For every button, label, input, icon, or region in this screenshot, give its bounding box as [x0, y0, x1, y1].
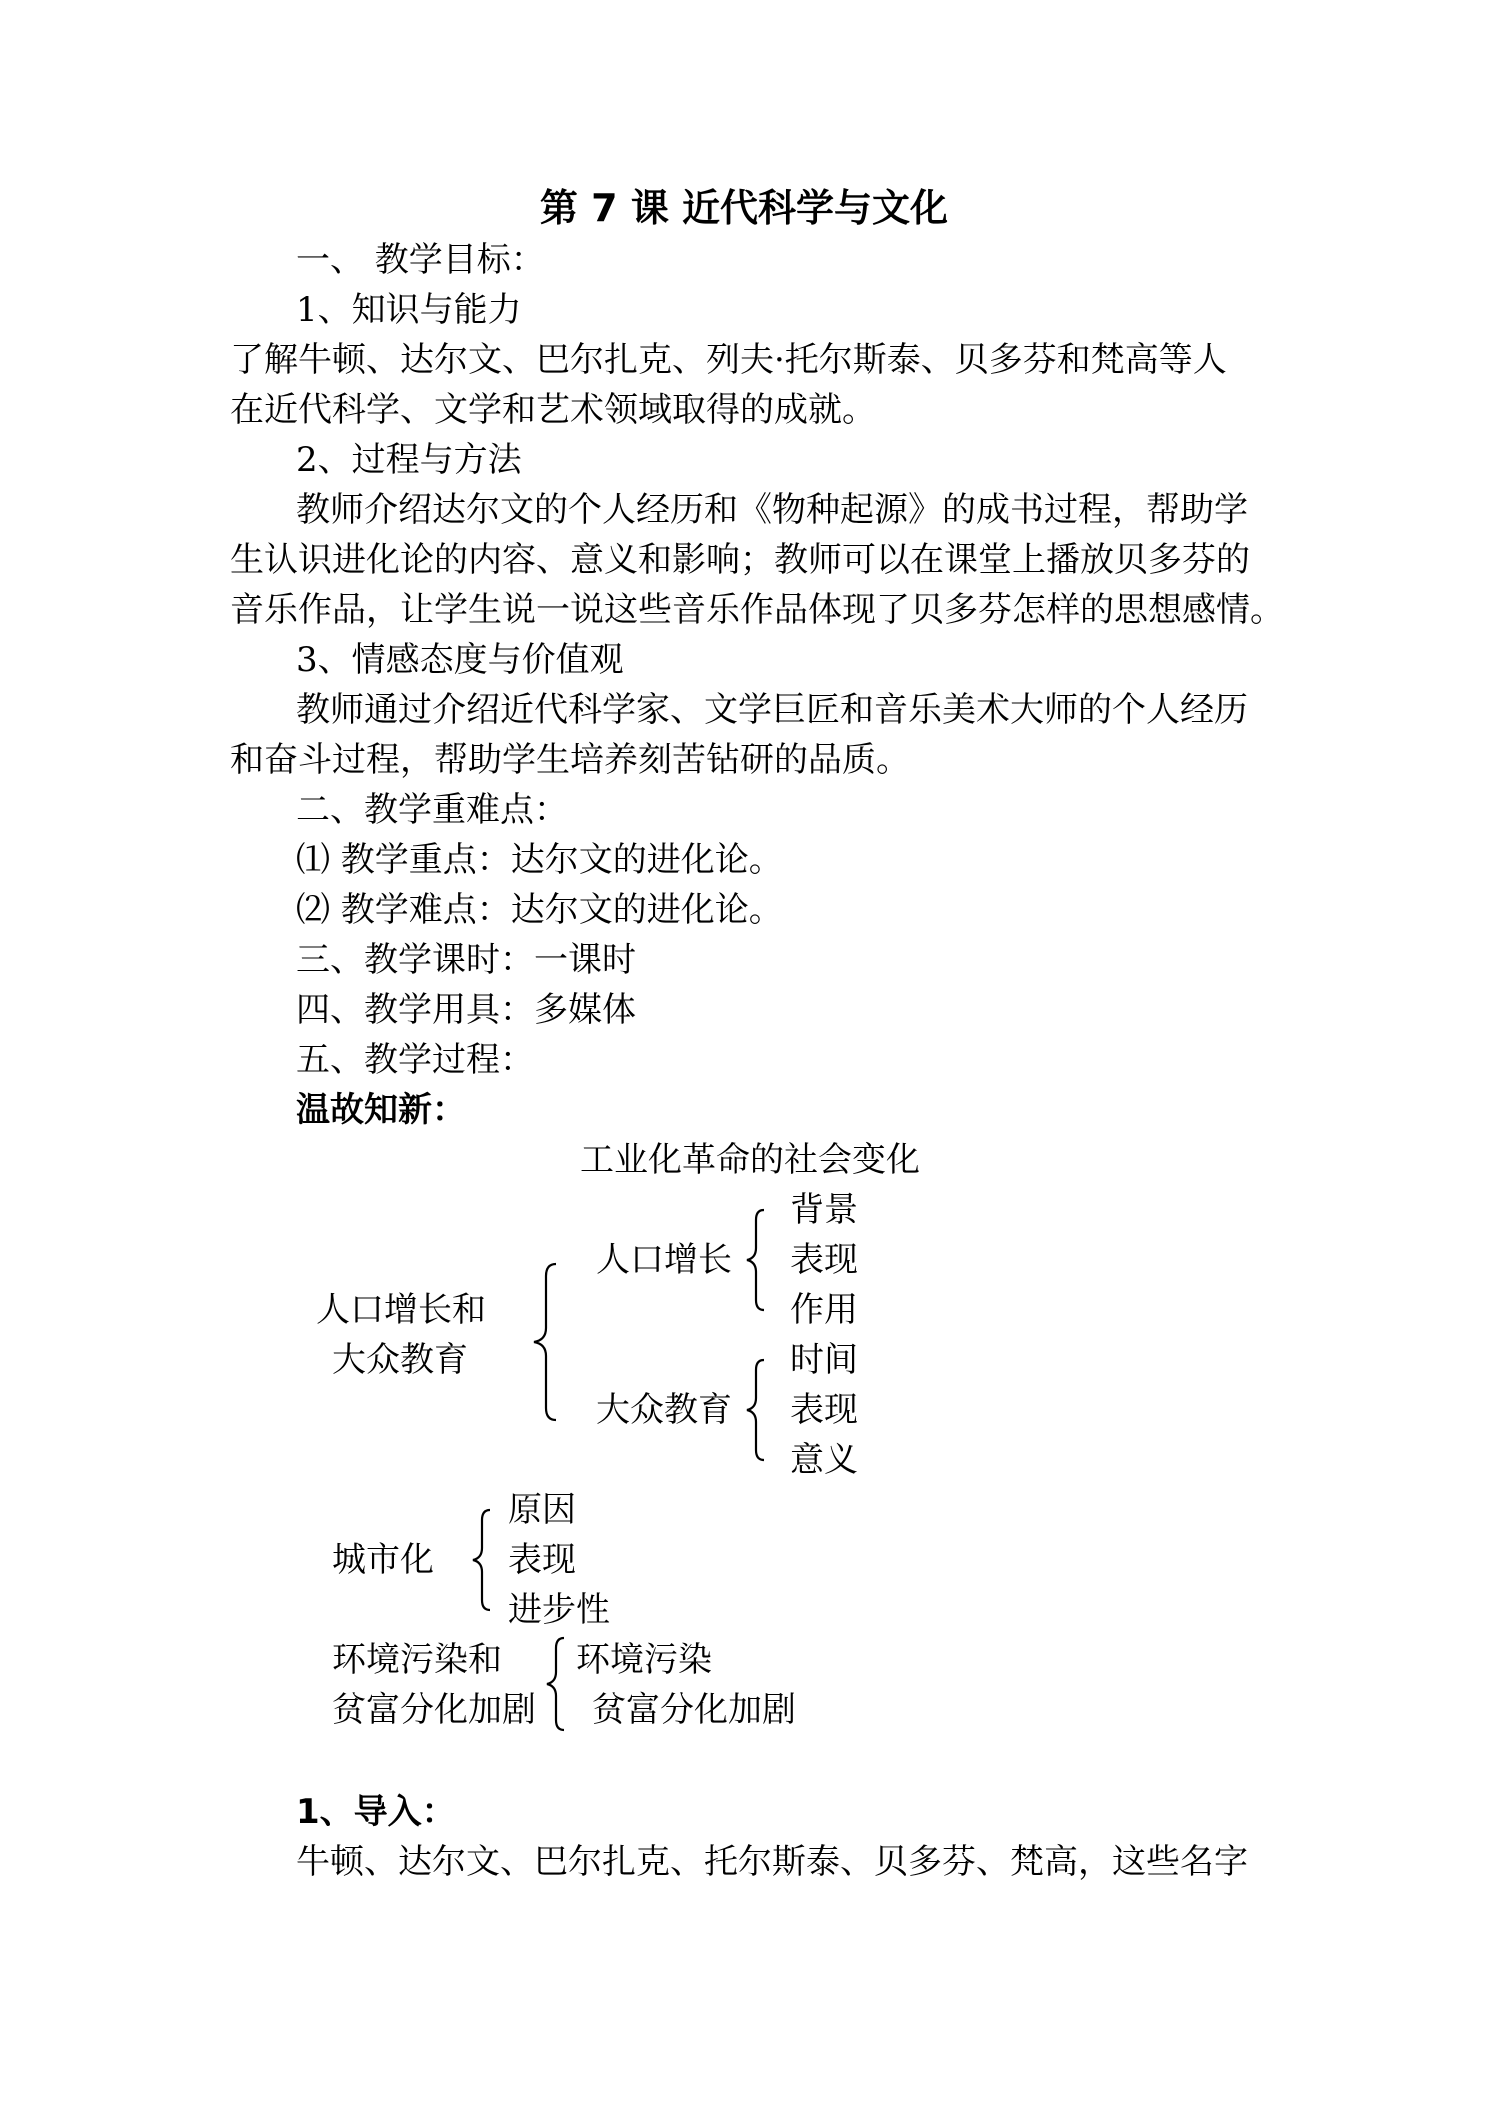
brace-group1 — [530, 1262, 560, 1422]
diagram-item: 表现 — [790, 1240, 858, 1280]
diagram-title: 工业化革命的社会变化 — [580, 1140, 920, 1180]
paragraph-line: 教师通过介绍近代科学家、文学巨匠和音乐美术大师的个人经历 — [296, 690, 1248, 730]
section-objectives-heading: 一、 教学目标： — [296, 240, 545, 280]
section-process-heading: 五、教学过程： — [296, 1040, 534, 1080]
paragraph-line: 和奋斗过程，帮助学生培养刻苦钻研的品质。 — [230, 740, 910, 780]
diagram-branch-population: 人口增长 — [596, 1240, 732, 1280]
brace-population — [744, 1208, 768, 1312]
difficult-point-item: ⑵ 教学难点：达尔文的进化论。 — [296, 890, 783, 930]
diagram-item: 贫富分化加剧 — [592, 1690, 796, 1730]
diagram-item: 环境污染 — [576, 1640, 712, 1680]
diagram-item: 作用 — [790, 1290, 858, 1330]
brace-pollution — [544, 1636, 568, 1732]
paragraph-line: 教师介绍达尔文的个人经历和《物种起源》的成书过程，帮助学 — [296, 490, 1248, 530]
diagram-item: 表现 — [508, 1540, 576, 1580]
paragraph-line: 了解牛顿、达尔文、巴尔扎克、列夫·托尔斯泰、贝多芬和梵高等人 — [230, 340, 1227, 380]
diagram-branch-education: 大众教育 — [596, 1390, 732, 1430]
paragraph-line: 音乐作品，让学生说一说这些音乐作品体现了贝多芬怎样的思想感情。 — [230, 590, 1284, 630]
subsection-knowledge-heading: 1、知识与能力 — [296, 290, 522, 330]
paragraph-line: 在近代科学、文学和艺术领域取得的成就。 — [230, 390, 876, 430]
key-point-item: ⑴ 教学重点：达尔文的进化论。 — [296, 840, 783, 880]
subsection-values-heading: 3、情感态度与价值观 — [296, 640, 624, 680]
brace-education — [744, 1358, 768, 1462]
paragraph-line: 生认识进化论的内容、意义和影响；教师可以在课堂上播放贝多芬的 — [230, 540, 1250, 580]
section-teaching-tools: 四、教学用具：多媒体 — [296, 990, 636, 1030]
review-heading: 温故知新： — [296, 1090, 466, 1130]
diagram-item: 表现 — [790, 1390, 858, 1430]
intro-heading: 1、导入： — [296, 1792, 456, 1832]
section-key-points-heading: 二、教学重难点： — [296, 790, 568, 830]
diagram-item: 原因 — [508, 1490, 576, 1530]
section-class-hours: 三、教学课时：一课时 — [296, 940, 636, 980]
brace-urbanization — [470, 1508, 494, 1612]
lesson-title: 第 7 课 近代科学与文化 — [539, 186, 949, 230]
diagram-root-population-education-line2: 大众教育 — [332, 1340, 468, 1380]
diagram-item: 背景 — [790, 1190, 858, 1230]
diagram-root-urbanization: 城市化 — [332, 1540, 434, 1580]
intro-paragraph-line: 牛顿、达尔文、巴尔扎克、托尔斯泰、贝多芬、梵高，这些名字 — [296, 1842, 1248, 1882]
subsection-process-heading: 2、过程与方法 — [296, 440, 522, 480]
diagram-root-pollution-inequality-line2: 贫富分化加剧 — [332, 1690, 536, 1730]
diagram-item: 意义 — [790, 1440, 858, 1480]
diagram-item: 进步性 — [508, 1590, 610, 1630]
diagram-root-pollution-inequality: 环境污染和 — [332, 1640, 502, 1680]
diagram-item: 时间 — [790, 1340, 858, 1380]
diagram-root-population-education: 人口增长和 — [316, 1290, 486, 1330]
